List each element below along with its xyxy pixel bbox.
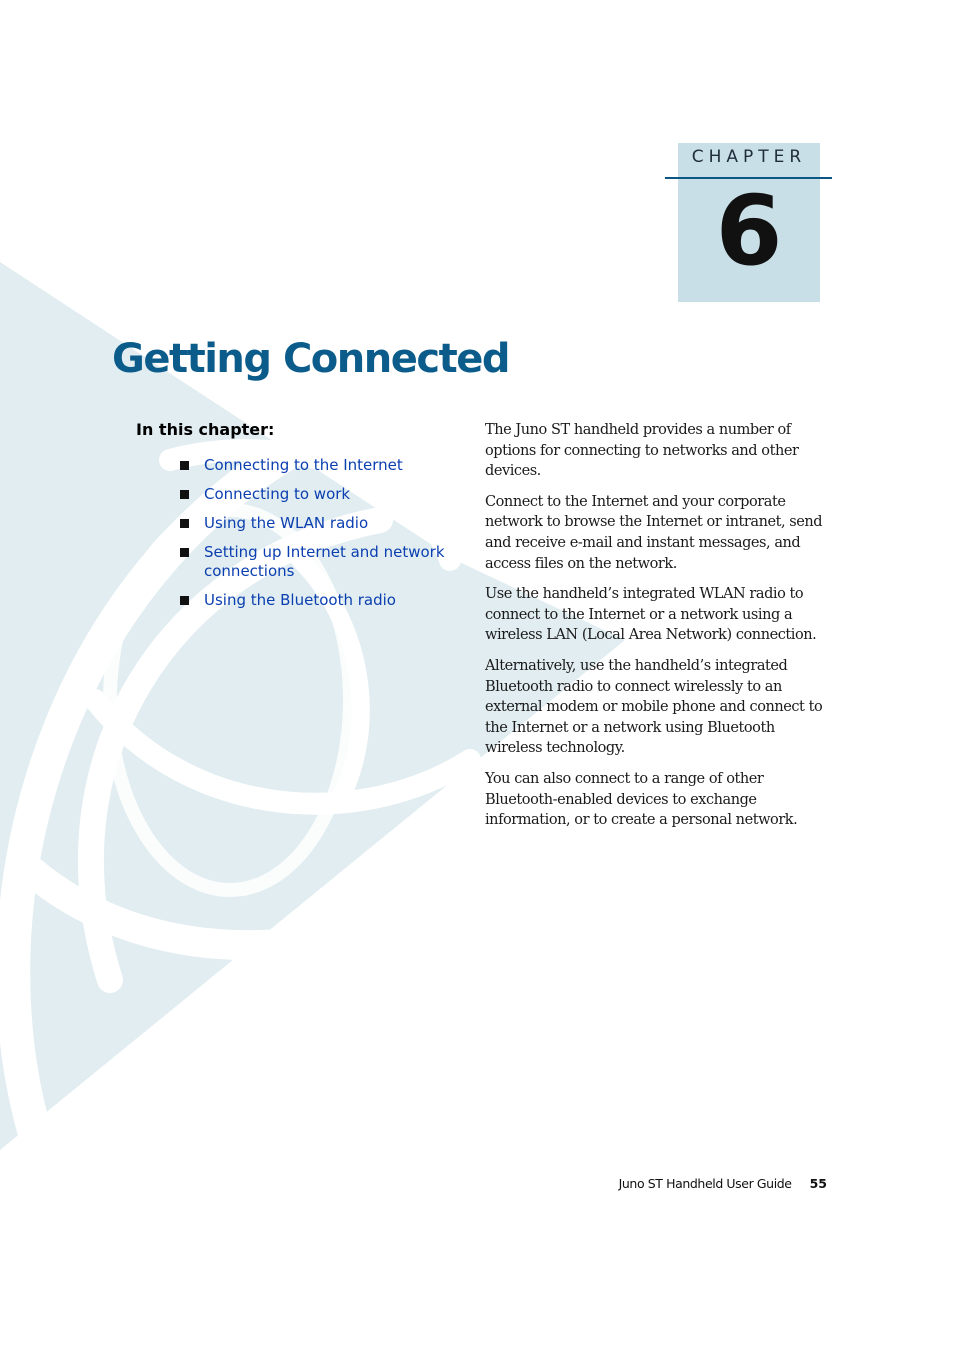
chapter-label: CHAPTER [691,147,807,167]
page-footer [619,1176,827,1191]
chapter-intro-text [485,420,830,841]
toc-link-bluetooth-radio[interactable]: Using the Bluetooth radio [204,591,396,609]
toc-item [180,514,470,533]
toc-item [180,456,470,475]
intro-paragraph: Use the handheld’s integrated WLAN radio to connect to the Internet or a network using a wireless LAN (Local Area Network) connection. [485,586,817,644]
page-number: 55 [809,1176,827,1191]
square-bullet-icon [180,461,189,470]
toc-item [180,485,470,504]
chapter-number: 6 [715,175,783,287]
footer-guide-title: Juno ST Handheld User Guide [618,1176,792,1191]
page-title: Getting Connected [112,336,509,382]
toc-link-connecting-internet[interactable]: Connecting to the Internet [204,456,403,474]
intro-paragraph: Alternatively, use the handheld’s integrated Bluetooth radio to connect wirelessly to an external modem or mobile phone and connect to the Internet or a network using Bluetooth wireless technology. [485,657,823,757]
square-bullet-icon [180,596,189,605]
toc-heading: In this chapter: [136,420,275,439]
toc-link-wlan-radio[interactable]: Using the WLAN radio [204,514,369,532]
intro-paragraph: The Juno ST handheld provides a number of options for connecting to networks and other devices. [485,422,799,480]
chapter-contents-list [180,456,470,620]
square-bullet-icon [180,519,189,528]
toc-item [180,543,470,581]
square-bullet-icon [180,548,189,557]
square-bullet-icon [180,490,189,499]
toc-item [180,591,470,610]
intro-paragraph: Connect to the Internet and your corporate network to browse the Internet or intranet, send and receive e-mail and instant messages, and access files on the network. [485,493,823,572]
intro-paragraph: You can also connect to a range of other Bluetooth-enabled devices to exchange information, or to create a personal network. [485,770,798,829]
toc-link-setting-up-connections[interactable]: Setting up Internet and network connections [204,543,445,580]
toc-link-connecting-work[interactable]: Connecting to work [204,485,351,503]
